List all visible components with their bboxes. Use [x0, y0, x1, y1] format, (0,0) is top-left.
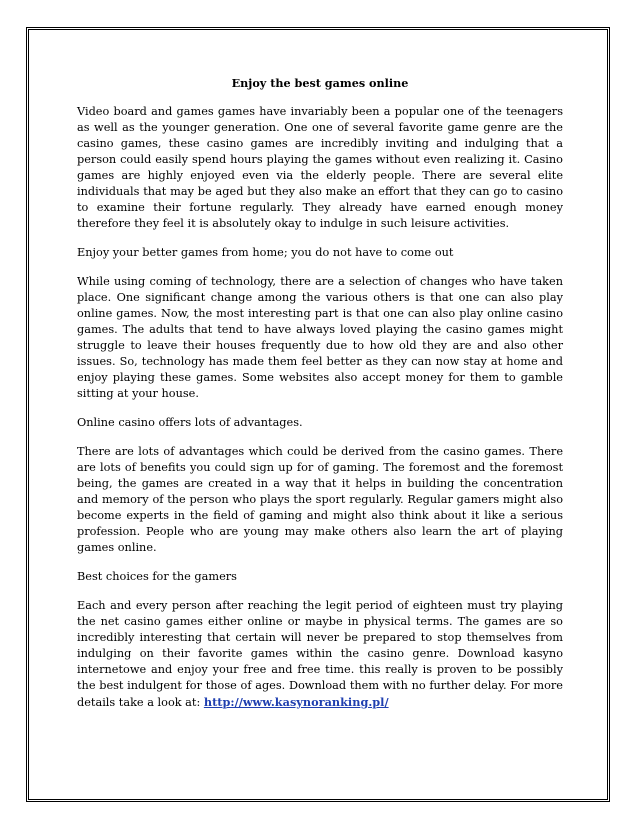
- paragraph-advantages: There are lots of advantages which could be derived from the casino games. There are lots of benefits you could sign up for of gaming. The foremost and the foremost being, the games are created in a way that it helps in building the concentration and memory of the person who plays the sport regularly. Regular gamers might also become experts in the field of gaming and might also think about it like a serious profession. People who are young may make others also learn the art of playing games online.: [77, 445, 563, 554]
- kasynoranking-link[interactable]: http://www.kasynoranking.pl/: [203, 695, 389, 709]
- paragraph-intro: Video board and games games have invariably been a popular one of the teenagers as well as the younger generation. One one of several favorite game genre are the casino games, these casino games are incredibly inviting and indulging that a person could easily spend hours playing the games without even realizing it. Casino games are highly enjoyed even via the elderly people. There are several elite individuals that may be aged but they also make an effort that they can go to casino to examine their fortune regularly. They already have earned enough money therefore they feel it is absolutely okay to indulge in such leisure activities.: [77, 105, 563, 230]
- subheading-enjoy-from-home: Enjoy your better games from home; you do not have to come out: [77, 246, 454, 259]
- paragraph-final: [77, 598, 563, 711]
- subheading-advantages: Online casino offers lots of advantages.: [77, 416, 303, 429]
- paragraph-technology: While using coming of technology, there are a selection of changes who have taken place. One significant change among the various others is that one can also play online games. Now, the most interesting part is that one can also play online casino games. The adults that tend to have always loved playing the casino games might struggle to leave their houses frequently due to how old they are and also other issues. So, technology has made them feel better as they can now stay at home and enjoy playing these games. Some websites also accept money for them to gamble sitting at your house.: [77, 275, 563, 400]
- document-title: Enjoy the best games online: [231, 76, 409, 90]
- paragraph-final-text: Each and every person after reaching the legit period of eighteen must try playing the net casino games either online or maybe in physical terms. The games are so incredibly interesting that certain will never be prepared to stop themselves from indulging on their favorite games within the casino genre. Download kasyno internetowe and enjoy your free and free time. this really is proven to be possibly the best indulgent for those of ages. Download them with no further delay. For more details take a look at:: [77, 599, 563, 709]
- subheading-best-choices: Best choices for the gamers: [77, 570, 237, 583]
- document-body: [77, 75, 563, 724]
